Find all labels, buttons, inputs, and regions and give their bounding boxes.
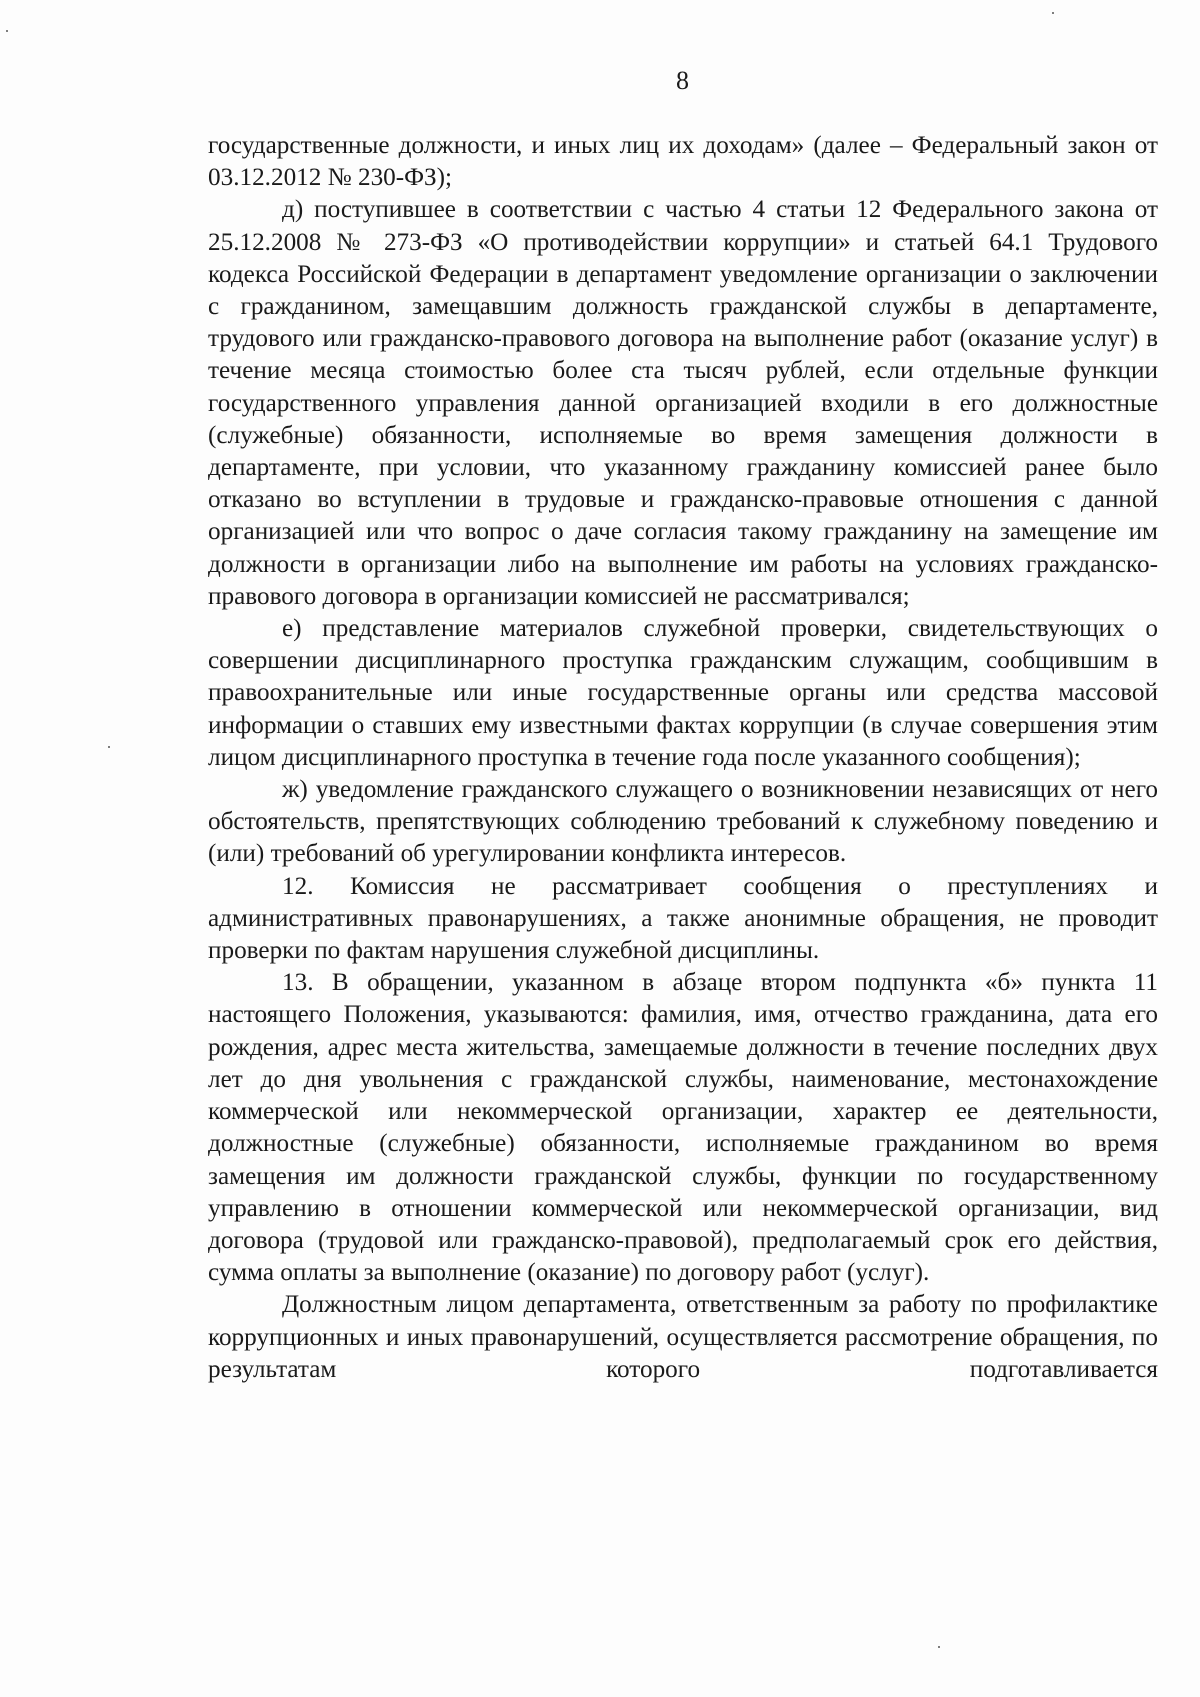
page-number: 8: [676, 66, 689, 95]
paragraph-subitem-e: е) представление материалов служебной проверки, свидетельствующих о совершении дисциплинарного проступка гражданским служащим, сообщившим в правоохранительные или иные государственные органы или средства массовой информации о ставших ему известными фактах коррупции (в случае совершения этим лицом дисциплинарного проступка в течение года после указанного сообщения);: [208, 615, 1158, 771]
scan-speck: [6, 30, 8, 32]
paragraph-item-12: 12. Комиссия не рассматривает сообщения о преступлениях и административных правонарушениях, а также анонимные обращения, не проводит проверки по фактам нарушения служебной дисциплины.: [208, 872, 1158, 965]
scan-speck: [1052, 12, 1054, 14]
paragraph-continuation: государственные должности, и иных лиц их доходам» (далее – Федеральный закон от 03.12.2012 № 230-ФЗ);: [208, 132, 1158, 192]
paragraph-item-13: 13. В обращении, указанном в абзаце втором подпункта «б» пункта 11 настоящего Положения, указываются: фамилия, имя, отчество гражданина, дата его рождения, адрес места жительства, замещаемые должности в течение последних двух лет до дня увольнения с гражданской службы, наименование, местонахождение коммерческой или некоммерческой организации, характер ее деятельности, должностные (служебные) обязанности, исполняемые гражданином во время замещения им должности гражданской службы, функции по государственному управлению в отношении коммерческой или некоммерческой организации, вид договора (трудовой или гражданско-правовой), предполагаемый срок его действия, сумма оплаты за выполнение (оказание) по договору работ (услуг).: [208, 969, 1158, 1287]
paragraph-subitem-d: д) поступившее в соответствии с частью 4 статьи 12 Федерального закона от 25.12.2008 № 273-ФЗ «О противодействии коррупции» и статьей 64.1 Трудового кодекса Российской Федерации в департамент уведомление организации о заключении с гражданином, замещавшим должность гражданской службы в департаменте, трудового или гражданско-правового договора на выполнение работ (оказание услуг) в течение месяца стоимостью более ста тысяч рублей, если отдельные функции государственного управления данной организацией входили в его должностные (служебные) обязанности, исполняемые во время замещения должности в департаменте, при условии, что указанному гражданину комиссией ранее было отказано во вступлении в трудовые и гражданско-правовые отношения с данной организацией или что вопрос о даче согласия такому гражданину на замещение им должности в организации либо на выполнение им работы на условиях гражданско-правового договора в организации комиссией не рассматривался;: [208, 196, 1158, 610]
scan-speck: [108, 746, 110, 748]
document-body: [208, 130, 1158, 1386]
paragraph-responsible-official: Должностным лицом департамента, ответственным за работу по профилактике коррупционных и иных правонарушений, осуществляется рассмотрение обращения, по результатам которого подготавливается: [208, 1291, 1158, 1383]
scan-speck: [938, 1646, 940, 1648]
paragraph-subitem-zh: ж) уведомление гражданского служащего о возникновении независящих от него обстоятельств, препятствующих соблюдению требований к служебному поведению и (или) требований об урегулировании конфликта интересов.: [208, 776, 1158, 868]
